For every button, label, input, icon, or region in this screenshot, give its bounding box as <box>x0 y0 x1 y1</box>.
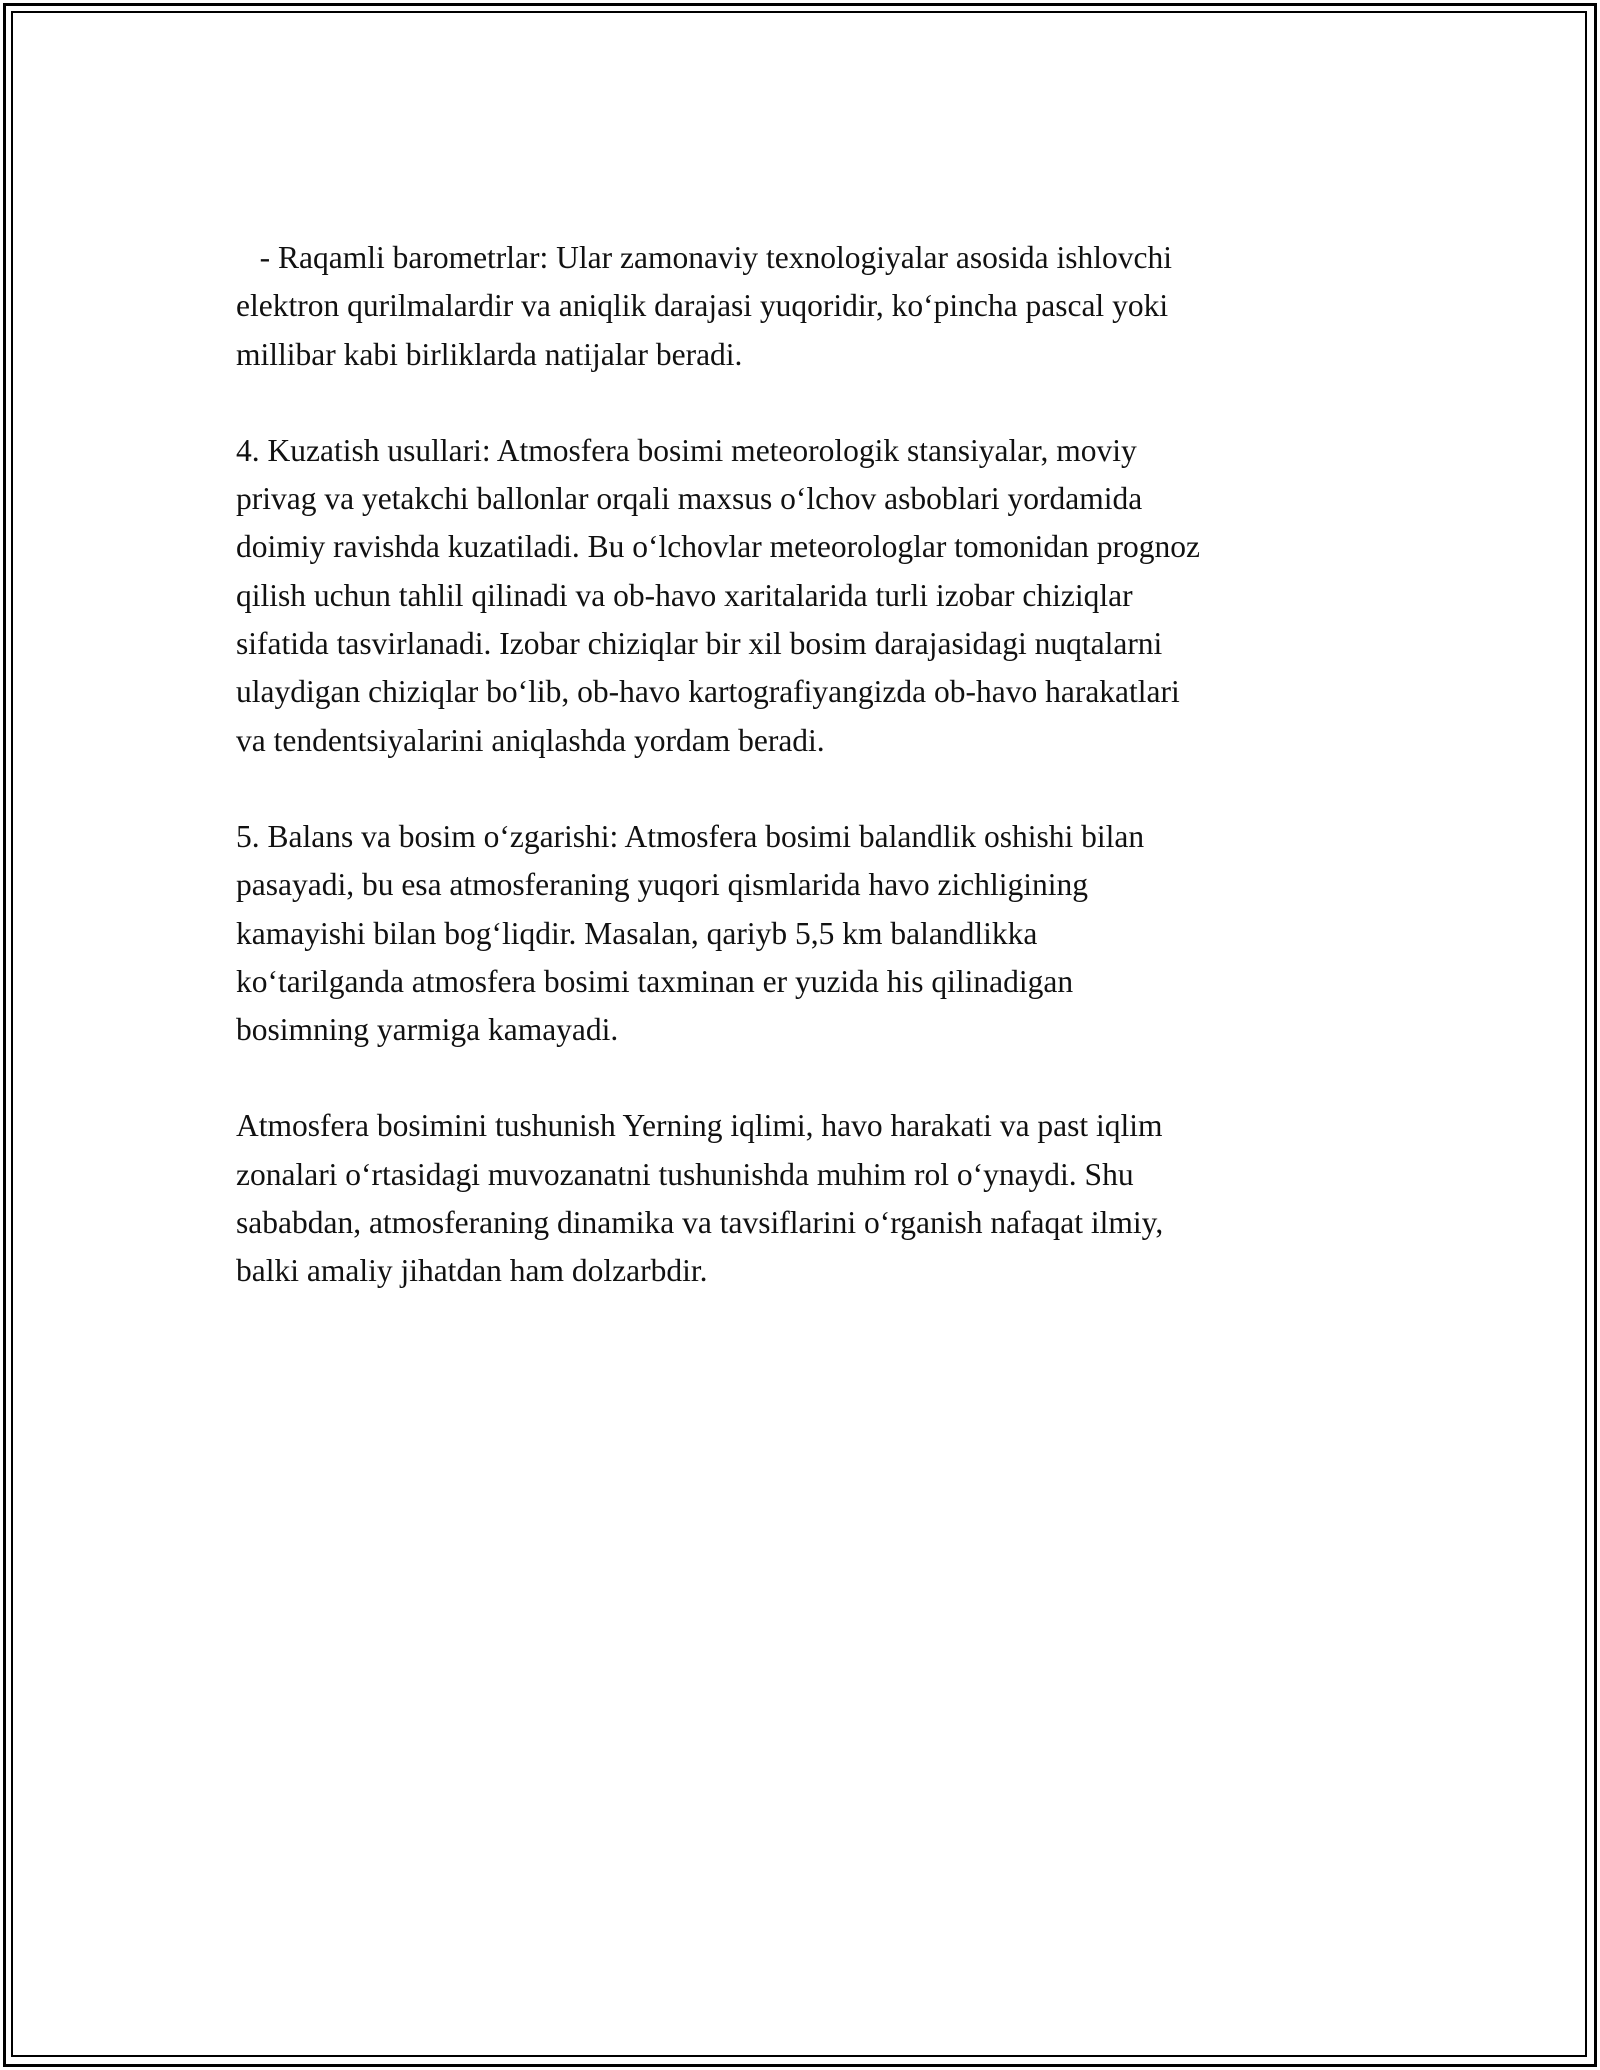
document-body <box>236 234 1366 1344</box>
text-line: 5. Balans va bosim oʻzgarishi: Atmosfera bosimi balandlik oshishi bilan <box>236 818 1145 854</box>
text-line: doimiy ravishda kuzatiladi. Bu oʻlchovlar meteorologlar tomonidan prognoz <box>236 529 1201 565</box>
paragraph-conclusion <box>236 1102 1366 1295</box>
text-line: balki amaliy jihatdan ham dolzarbdir. <box>236 1253 708 1289</box>
text-line: zonalari oʻrtasidagi muvozanatni tushunishda muhim rol oʻynaydi. Shu <box>236 1156 1134 1192</box>
text-line: va tendentsiyalarini aniqlashda yordam beradi. <box>236 722 825 758</box>
text-line: qilish uchun tahlil qilinadi va ob-havo xaritalarida turli izobar chiziqlar <box>236 577 1133 613</box>
paragraph-digital-barometers <box>236 234 1366 379</box>
text-line: koʻtarilganda atmosfera bosimi taxminan er yuzida his qilinadigan <box>236 963 1074 999</box>
text-line: millibar kabi birliklarda natijalar beradi. <box>236 336 743 372</box>
text-line: kamayishi bilan bogʻliqdir. Masalan, qariyb 5,5 km balandlikka <box>236 915 1038 951</box>
text-line: sifatida tasvirlanadi. Izobar chiziqlar bir xil bosim darajasidagi nuqtalarni <box>236 626 1163 662</box>
paragraph-observation-methods <box>236 427 1366 765</box>
text-line: sababdan, atmosferaning dinamika va tavsiflarini oʻrganish nafaqat ilmiy, <box>236 1205 1164 1241</box>
text-line: pasayadi, bu esa atmosferaning yuqori qismlarida havo zichligining <box>236 867 1089 903</box>
text-line: - Raqamli barometrlar: Ular zamonaviy texnologiyalar asosida ishlovchi <box>236 240 1172 275</box>
text-line: elektron qurilmalardir va aniqlik darajasi yuqoridir, koʻpincha pascal yoki <box>236 288 1169 324</box>
paragraph-pressure-change <box>236 813 1366 1054</box>
text-line: 4. Kuzatish usullari: Atmosfera bosimi meteorologik stansiyalar, moviy <box>236 432 1137 468</box>
text-line: privag va yetakchi ballonlar orqali maxsus oʻlchov asboblari yordamida <box>236 481 1143 517</box>
text-line: bosimning yarmiga kamayadi. <box>236 1012 619 1048</box>
text-line: ulaydigan chiziqlar boʻlib, ob-havo kartografiyangizda ob-havo harakatlari <box>236 674 1180 710</box>
text-line: Atmosfera bosimini tushunish Yerning iqlimi, havo harakati va past iqlim <box>236 1108 1163 1144</box>
